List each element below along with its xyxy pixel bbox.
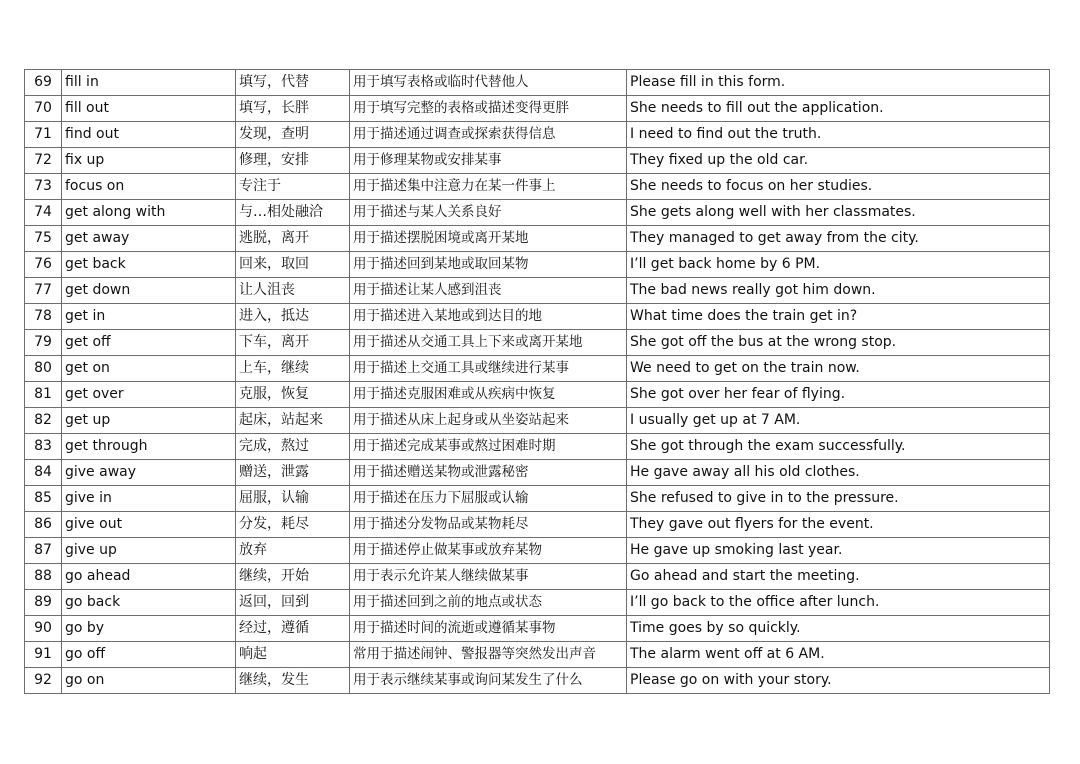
phrase-cell: get back <box>62 252 236 278</box>
table-row <box>25 70 1050 96</box>
usage-cell: 用于描述上交通工具或继续进行某事 <box>350 356 627 382</box>
phrase-cell: fill out <box>62 96 236 122</box>
table-row <box>25 538 1050 564</box>
meaning-cell: 继续，发生 <box>236 668 350 694</box>
row-number: 69 <box>25 70 62 96</box>
table-row <box>25 356 1050 382</box>
row-number: 74 <box>25 200 62 226</box>
row-number: 85 <box>25 486 62 512</box>
phrase-cell: get away <box>62 226 236 252</box>
meaning-cell: 下车，离开 <box>236 330 350 356</box>
example-cell: I’ll go back to the office after lunch. <box>627 590 1050 616</box>
meaning-cell: 修理，安排 <box>236 148 350 174</box>
phrase-cell: get along with <box>62 200 236 226</box>
example-cell: Time goes by so quickly. <box>627 616 1050 642</box>
phrase-cell: get through <box>62 434 236 460</box>
row-number: 78 <box>25 304 62 330</box>
usage-cell: 用于描述回到之前的地点或状态 <box>350 590 627 616</box>
phrase-cell: go ahead <box>62 564 236 590</box>
meaning-cell: 回来，取回 <box>236 252 350 278</box>
usage-cell: 用于描述从床上起身或从坐姿站起来 <box>350 408 627 434</box>
usage-cell: 用于表示继续某事或询问某发生了什么 <box>350 668 627 694</box>
row-number: 70 <box>25 96 62 122</box>
usage-cell: 用于描述停止做某事或放弃某物 <box>350 538 627 564</box>
usage-cell: 用于描述进入某地或到达目的地 <box>350 304 627 330</box>
meaning-cell: 响起 <box>236 642 350 668</box>
meaning-cell: 分发，耗尽 <box>236 512 350 538</box>
table-row <box>25 642 1050 668</box>
phrase-cell: get off <box>62 330 236 356</box>
table-row <box>25 408 1050 434</box>
phrase-cell: give away <box>62 460 236 486</box>
table-row <box>25 122 1050 148</box>
row-number: 81 <box>25 382 62 408</box>
usage-cell: 用于描述完成某事或熬过困难时期 <box>350 434 627 460</box>
meaning-cell: 让人沮丧 <box>236 278 350 304</box>
phrase-cell: get up <box>62 408 236 434</box>
phrase-cell: get down <box>62 278 236 304</box>
meaning-cell: 专注于 <box>236 174 350 200</box>
usage-cell: 用于描述时间的流逝或遵循某事物 <box>350 616 627 642</box>
meaning-cell: 放弃 <box>236 538 350 564</box>
example-cell: She refused to give in to the pressure. <box>627 486 1050 512</box>
example-cell: He gave up smoking last year. <box>627 538 1050 564</box>
example-cell: She got through the exam successfully. <box>627 434 1050 460</box>
table-row <box>25 460 1050 486</box>
example-cell: She needs to focus on her studies. <box>627 174 1050 200</box>
table-row <box>25 564 1050 590</box>
phrase-cell: give out <box>62 512 236 538</box>
usage-cell: 用于描述让某人感到沮丧 <box>350 278 627 304</box>
table-row <box>25 330 1050 356</box>
meaning-cell: 赠送，泄露 <box>236 460 350 486</box>
example-cell: I usually get up at 7 AM. <box>627 408 1050 434</box>
example-cell: They gave out flyers for the event. <box>627 512 1050 538</box>
meaning-cell: 填写，长胖 <box>236 96 350 122</box>
example-cell: She gets along well with her classmates. <box>627 200 1050 226</box>
phrase-cell: give in <box>62 486 236 512</box>
usage-cell: 用于描述克服困难或从疾病中恢复 <box>350 382 627 408</box>
table-row <box>25 668 1050 694</box>
table-row <box>25 512 1050 538</box>
usage-cell: 用于填写表格或临时代替他人 <box>350 70 627 96</box>
table-row <box>25 304 1050 330</box>
row-number: 91 <box>25 642 62 668</box>
usage-cell: 用于修理某物或安排某事 <box>350 148 627 174</box>
meaning-cell: 填写，代替 <box>236 70 350 96</box>
example-cell: She got over her fear of flying. <box>627 382 1050 408</box>
meaning-cell: 上车，继续 <box>236 356 350 382</box>
example-cell: What time does the train get in? <box>627 304 1050 330</box>
row-number: 92 <box>25 668 62 694</box>
meaning-cell: 发现，查明 <box>236 122 350 148</box>
phrase-cell: go by <box>62 616 236 642</box>
example-cell: I need to find out the truth. <box>627 122 1050 148</box>
meaning-cell: 继续，开始 <box>236 564 350 590</box>
row-number: 86 <box>25 512 62 538</box>
row-number: 76 <box>25 252 62 278</box>
meaning-cell: 克服，恢复 <box>236 382 350 408</box>
table-body <box>25 70 1050 694</box>
usage-cell: 用于描述集中注意力在某一件事上 <box>350 174 627 200</box>
example-cell: They managed to get away from the city. <box>627 226 1050 252</box>
meaning-cell: 返回，回到 <box>236 590 350 616</box>
meaning-cell: 屈服，认输 <box>236 486 350 512</box>
usage-cell: 用于描述赠送某物或泄露秘密 <box>350 460 627 486</box>
example-cell: I’ll get back home by 6 PM. <box>627 252 1050 278</box>
usage-cell: 用于描述通过调查或探索获得信息 <box>350 122 627 148</box>
example-cell: She needs to fill out the application. <box>627 96 1050 122</box>
table-row <box>25 96 1050 122</box>
row-number: 71 <box>25 122 62 148</box>
example-cell: The bad news really got him down. <box>627 278 1050 304</box>
example-cell: They fixed up the old car. <box>627 148 1050 174</box>
example-cell: Please go on with your story. <box>627 668 1050 694</box>
row-number: 79 <box>25 330 62 356</box>
row-number: 84 <box>25 460 62 486</box>
row-number: 75 <box>25 226 62 252</box>
example-cell: Go ahead and start the meeting. <box>627 564 1050 590</box>
usage-cell: 常用于描述闹钟、警报器等突然发出声音 <box>350 642 627 668</box>
table-row <box>25 200 1050 226</box>
usage-cell: 用于描述回到某地或取回某物 <box>350 252 627 278</box>
usage-cell: 用于描述从交通工具上下来或离开某地 <box>350 330 627 356</box>
table-row <box>25 486 1050 512</box>
phrase-cell: go back <box>62 590 236 616</box>
phrase-cell: focus on <box>62 174 236 200</box>
table-row <box>25 252 1050 278</box>
usage-cell: 用于表示允许某人继续做某事 <box>350 564 627 590</box>
usage-cell: 用于填写完整的表格或描述变得更胖 <box>350 96 627 122</box>
meaning-cell: 完成，熬过 <box>236 434 350 460</box>
phrase-cell: get over <box>62 382 236 408</box>
row-number: 80 <box>25 356 62 382</box>
row-number: 82 <box>25 408 62 434</box>
table-row <box>25 616 1050 642</box>
phrase-cell: go on <box>62 668 236 694</box>
row-number: 89 <box>25 590 62 616</box>
table-row <box>25 382 1050 408</box>
meaning-cell: 起床，站起来 <box>236 408 350 434</box>
phrase-cell: give up <box>62 538 236 564</box>
table-row <box>25 174 1050 200</box>
usage-cell: 用于描述与某人关系良好 <box>350 200 627 226</box>
row-number: 77 <box>25 278 62 304</box>
table-row <box>25 278 1050 304</box>
row-number: 83 <box>25 434 62 460</box>
table-row <box>25 226 1050 252</box>
usage-cell: 用于描述分发物品或某物耗尽 <box>350 512 627 538</box>
phrase-cell: get on <box>62 356 236 382</box>
example-cell: The alarm went off at 6 AM. <box>627 642 1050 668</box>
meaning-cell: 经过，遵循 <box>236 616 350 642</box>
table-row <box>25 590 1050 616</box>
phrase-cell: go off <box>62 642 236 668</box>
meaning-cell: 与…相处融洽 <box>236 200 350 226</box>
row-number: 88 <box>25 564 62 590</box>
phrase-cell: fix up <box>62 148 236 174</box>
phrase-cell: get in <box>62 304 236 330</box>
row-number: 72 <box>25 148 62 174</box>
example-cell: She got off the bus at the wrong stop. <box>627 330 1050 356</box>
usage-cell: 用于描述摆脱困境或离开某地 <box>350 226 627 252</box>
phrasal-verb-table <box>24 69 1050 694</box>
usage-cell: 用于描述在压力下屈服或认输 <box>350 486 627 512</box>
table-row <box>25 148 1050 174</box>
row-number: 87 <box>25 538 62 564</box>
row-number: 73 <box>25 174 62 200</box>
row-number: 90 <box>25 616 62 642</box>
example-cell: He gave away all his old clothes. <box>627 460 1050 486</box>
example-cell: Please fill in this form. <box>627 70 1050 96</box>
example-cell: We need to get on the train now. <box>627 356 1050 382</box>
phrase-cell: fill in <box>62 70 236 96</box>
meaning-cell: 进入，抵达 <box>236 304 350 330</box>
phrase-cell: find out <box>62 122 236 148</box>
meaning-cell: 逃脱，离开 <box>236 226 350 252</box>
table-row <box>25 434 1050 460</box>
